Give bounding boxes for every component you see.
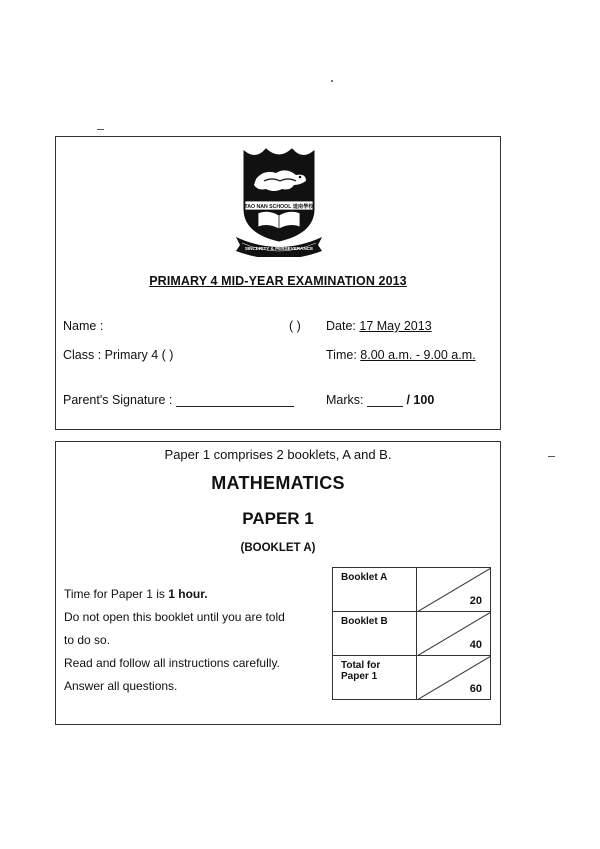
crest-motto: SINCERITY & PERSEVERANCE	[244, 246, 314, 251]
instruction-line: Answer all questions.	[64, 679, 178, 693]
crest-school-name: TAO NAN SCHOOL 道南學校	[244, 204, 314, 210]
date-field	[326, 319, 432, 333]
marks-max-score: 20	[469, 595, 482, 607]
marks-score-cell[interactable]	[417, 568, 491, 612]
marks-table	[332, 567, 491, 700]
marks-blank-line[interactable]	[367, 395, 403, 407]
marks-row-label-line: Paper 1	[341, 671, 378, 682]
scan-speck	[331, 80, 333, 82]
exam-title: PRIMARY 4 MID-YEAR EXAMINATION 2013	[149, 274, 407, 288]
date-label: Date:	[326, 319, 356, 333]
name-label: Name :	[63, 319, 104, 333]
parent-signature-label: Parent's Signature :	[63, 393, 173, 407]
marks-row-total	[333, 656, 491, 700]
parent-signature-field	[63, 393, 294, 407]
class-label: Class : Primary 4 ( )	[63, 348, 174, 362]
marks-max-score: 60	[469, 683, 482, 695]
instruction-line: to do so.	[64, 633, 111, 647]
instruction-line: Do not open this booklet until you are told	[64, 610, 285, 624]
time-label: Time:	[326, 348, 357, 362]
marks-total: / 100	[406, 393, 435, 407]
instruction-time-value: 1 hour.	[168, 587, 208, 601]
marks-row-booklet-a	[333, 568, 491, 612]
marks-label: Marks:	[326, 393, 364, 407]
marks-row-label	[333, 656, 417, 700]
marks-field	[326, 393, 434, 407]
instruction-line: Read and follow all instructions carefully.	[64, 656, 280, 670]
paper-comprises-note: Paper 1 comprises 2 booklets, A and B.	[164, 447, 392, 462]
scan-mark	[548, 456, 555, 457]
date-value: 17 May 2013	[359, 319, 432, 333]
scan-mark	[97, 129, 104, 130]
marks-row-label: Booklet B	[333, 612, 417, 656]
time-value: 8.00 a.m. - 9.00 a.m.	[360, 348, 476, 362]
school-crest-icon	[234, 145, 324, 257]
marks-row-label-line: Total for	[341, 660, 381, 671]
marks-score-cell[interactable]	[417, 612, 491, 656]
marks-row-label: Booklet A	[333, 568, 417, 612]
paper-info-box	[55, 441, 501, 725]
exam-header-box	[55, 136, 501, 430]
marks-row-booklet-b	[333, 612, 491, 656]
paper-title: PAPER 1	[242, 509, 314, 528]
marks-max-score: 40	[469, 639, 482, 651]
register-number-brackets: ( )	[289, 319, 301, 333]
subject-title: MATHEMATICS	[211, 473, 345, 493]
time-field	[326, 348, 476, 362]
marks-score-cell[interactable]	[417, 656, 491, 700]
parent-signature-line[interactable]	[176, 395, 294, 407]
booklet-label: (BOOKLET A)	[240, 542, 316, 554]
instruction-time-prefix: Time for Paper 1 is	[64, 587, 165, 601]
instruction-time	[64, 587, 208, 601]
